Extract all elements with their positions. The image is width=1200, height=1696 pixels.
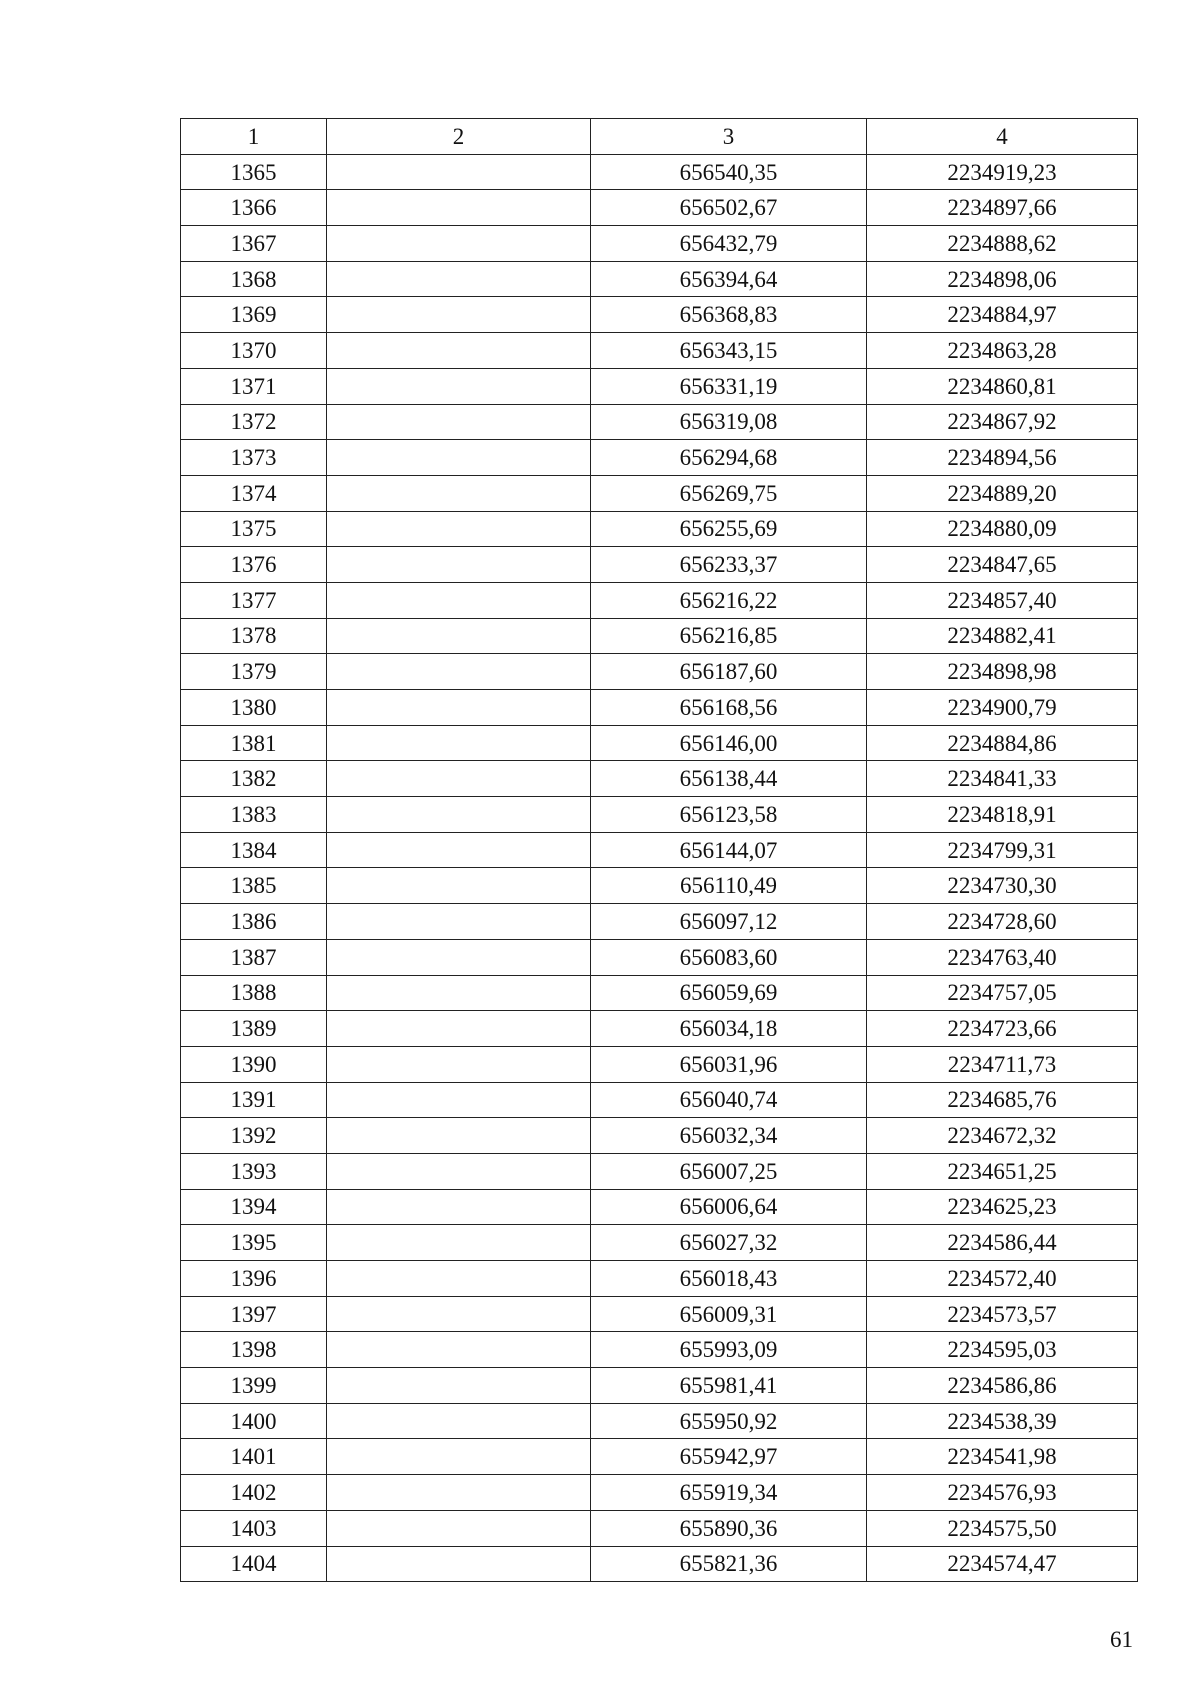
cell-x-coordinate: 655981,41 — [591, 1368, 867, 1404]
cell-column-2 — [327, 725, 591, 761]
cell-x-coordinate: 656018,43 — [591, 1261, 867, 1297]
cell-x-coordinate: 656027,32 — [591, 1225, 867, 1261]
cell-y-coordinate: 2234882,41 — [867, 618, 1138, 654]
cell-point-number: 1397 — [181, 1296, 327, 1332]
cell-point-number: 1372 — [181, 404, 327, 440]
cell-point-number: 1366 — [181, 190, 327, 226]
table-row — [181, 1189, 1138, 1225]
cell-y-coordinate: 2234586,44 — [867, 1225, 1138, 1261]
cell-y-coordinate: 2234651,25 — [867, 1153, 1138, 1189]
cell-x-coordinate: 655950,92 — [591, 1403, 867, 1439]
cell-column-2 — [327, 690, 591, 726]
cell-x-coordinate: 656034,18 — [591, 1011, 867, 1047]
cell-point-number: 1380 — [181, 690, 327, 726]
cell-y-coordinate: 2234672,32 — [867, 1118, 1138, 1154]
cell-column-2 — [327, 404, 591, 440]
cell-y-coordinate: 2234757,05 — [867, 975, 1138, 1011]
table-row — [181, 690, 1138, 726]
cell-y-coordinate: 2234572,40 — [867, 1261, 1138, 1297]
cell-column-2 — [327, 654, 591, 690]
cell-y-coordinate: 2234898,06 — [867, 261, 1138, 297]
table-row — [181, 154, 1138, 190]
cell-point-number: 1387 — [181, 939, 327, 975]
table-row — [181, 297, 1138, 333]
cell-y-coordinate: 2234723,66 — [867, 1011, 1138, 1047]
table-row — [181, 1546, 1138, 1582]
table-row — [181, 618, 1138, 654]
table-row — [181, 1046, 1138, 1082]
cell-column-2 — [327, 154, 591, 190]
cell-column-2 — [327, 368, 591, 404]
table-row — [181, 832, 1138, 868]
cell-y-coordinate: 2234900,79 — [867, 690, 1138, 726]
cell-point-number: 1376 — [181, 547, 327, 583]
cell-x-coordinate: 656233,37 — [591, 547, 867, 583]
table-row — [181, 404, 1138, 440]
cell-x-coordinate: 656083,60 — [591, 939, 867, 975]
table-row — [181, 190, 1138, 226]
cell-point-number: 1377 — [181, 582, 327, 618]
cell-y-coordinate: 2234860,81 — [867, 368, 1138, 404]
cell-x-coordinate: 656040,74 — [591, 1082, 867, 1118]
cell-x-coordinate: 656432,79 — [591, 226, 867, 262]
cell-x-coordinate: 656168,56 — [591, 690, 867, 726]
cell-point-number: 1381 — [181, 725, 327, 761]
cell-column-2 — [327, 261, 591, 297]
table-body — [181, 154, 1138, 1582]
table-row — [181, 761, 1138, 797]
cell-column-2 — [327, 904, 591, 940]
cell-point-number: 1388 — [181, 975, 327, 1011]
column-header-point-number: 1 — [181, 119, 327, 155]
cell-x-coordinate: 656269,75 — [591, 475, 867, 511]
table-header-row — [181, 119, 1138, 155]
table-row — [181, 939, 1138, 975]
cell-point-number: 1391 — [181, 1082, 327, 1118]
cell-y-coordinate: 2234897,66 — [867, 190, 1138, 226]
cell-point-number: 1365 — [181, 154, 327, 190]
cell-point-number: 1373 — [181, 440, 327, 476]
table-row — [181, 1118, 1138, 1154]
cell-point-number: 1383 — [181, 797, 327, 833]
cell-x-coordinate: 656031,96 — [591, 1046, 867, 1082]
table-row — [181, 1332, 1138, 1368]
cell-point-number: 1396 — [181, 1261, 327, 1297]
table-row — [181, 1510, 1138, 1546]
cell-y-coordinate: 2234857,40 — [867, 582, 1138, 618]
cell-column-2 — [327, 226, 591, 262]
cell-y-coordinate: 2234898,98 — [867, 654, 1138, 690]
cell-y-coordinate: 2234818,91 — [867, 797, 1138, 833]
cell-x-coordinate: 656502,67 — [591, 190, 867, 226]
column-header-x-coordinate: 3 — [591, 119, 867, 155]
cell-column-2 — [327, 1261, 591, 1297]
cell-x-coordinate: 656368,83 — [591, 297, 867, 333]
cell-point-number: 1395 — [181, 1225, 327, 1261]
cell-point-number: 1394 — [181, 1189, 327, 1225]
table-row — [181, 975, 1138, 1011]
table-row — [181, 261, 1138, 297]
cell-x-coordinate: 655890,36 — [591, 1510, 867, 1546]
table-row — [181, 1153, 1138, 1189]
cell-y-coordinate: 2234574,47 — [867, 1546, 1138, 1582]
table-row — [181, 904, 1138, 940]
cell-point-number: 1369 — [181, 297, 327, 333]
cell-y-coordinate: 2234841,33 — [867, 761, 1138, 797]
cell-point-number: 1390 — [181, 1046, 327, 1082]
cell-y-coordinate: 2234538,39 — [867, 1403, 1138, 1439]
table-row — [181, 440, 1138, 476]
cell-x-coordinate: 656138,44 — [591, 761, 867, 797]
table-row — [181, 725, 1138, 761]
cell-column-2 — [327, 1046, 591, 1082]
cell-column-2 — [327, 1296, 591, 1332]
cell-column-2 — [327, 868, 591, 904]
cell-x-coordinate: 656187,60 — [591, 654, 867, 690]
cell-y-coordinate: 2234894,56 — [867, 440, 1138, 476]
cell-column-2 — [327, 333, 591, 369]
cell-column-2 — [327, 1475, 591, 1511]
cell-y-coordinate: 2234625,23 — [867, 1189, 1138, 1225]
cell-point-number: 1392 — [181, 1118, 327, 1154]
cell-x-coordinate: 655993,09 — [591, 1332, 867, 1368]
cell-x-coordinate: 655942,97 — [591, 1439, 867, 1475]
table-row — [181, 1011, 1138, 1047]
cell-y-coordinate: 2234763,40 — [867, 939, 1138, 975]
cell-column-2 — [327, 1225, 591, 1261]
cell-x-coordinate: 656319,08 — [591, 404, 867, 440]
cell-y-coordinate: 2234919,23 — [867, 154, 1138, 190]
table-row — [181, 226, 1138, 262]
cell-y-coordinate: 2234576,93 — [867, 1475, 1138, 1511]
cell-column-2 — [327, 1189, 591, 1225]
cell-column-2 — [327, 618, 591, 654]
table-row — [181, 1475, 1138, 1511]
cell-y-coordinate: 2234586,86 — [867, 1368, 1138, 1404]
cell-y-coordinate: 2234889,20 — [867, 475, 1138, 511]
cell-column-2 — [327, 1082, 591, 1118]
cell-point-number: 1399 — [181, 1368, 327, 1404]
cell-y-coordinate: 2234595,03 — [867, 1332, 1138, 1368]
table-row — [181, 1403, 1138, 1439]
cell-x-coordinate: 656255,69 — [591, 511, 867, 547]
cell-y-coordinate: 2234728,60 — [867, 904, 1138, 940]
cell-point-number: 1398 — [181, 1332, 327, 1368]
cell-x-coordinate: 656032,34 — [591, 1118, 867, 1154]
cell-y-coordinate: 2234573,57 — [867, 1296, 1138, 1332]
cell-point-number: 1382 — [181, 761, 327, 797]
cell-column-2 — [327, 939, 591, 975]
cell-y-coordinate: 2234884,86 — [867, 725, 1138, 761]
cell-point-number: 1401 — [181, 1439, 327, 1475]
cell-column-2 — [327, 475, 591, 511]
table-row — [181, 1296, 1138, 1332]
cell-x-coordinate: 656394,64 — [591, 261, 867, 297]
cell-column-2 — [327, 1368, 591, 1404]
cell-point-number: 1375 — [181, 511, 327, 547]
cell-x-coordinate: 656123,58 — [591, 797, 867, 833]
cell-y-coordinate: 2234541,98 — [867, 1439, 1138, 1475]
cell-point-number: 1400 — [181, 1403, 327, 1439]
table-row — [181, 1439, 1138, 1475]
column-header-2: 2 — [327, 119, 591, 155]
cell-point-number: 1370 — [181, 333, 327, 369]
cell-x-coordinate: 656110,49 — [591, 868, 867, 904]
cell-x-coordinate: 656343,15 — [591, 333, 867, 369]
cell-point-number: 1403 — [181, 1510, 327, 1546]
cell-column-2 — [327, 297, 591, 333]
table-row — [181, 1082, 1138, 1118]
cell-point-number: 1386 — [181, 904, 327, 940]
cell-x-coordinate: 656216,85 — [591, 618, 867, 654]
cell-y-coordinate: 2234685,76 — [867, 1082, 1138, 1118]
column-header-y-coordinate: 4 — [867, 119, 1138, 155]
cell-point-number: 1402 — [181, 1475, 327, 1511]
table-row — [181, 797, 1138, 833]
table-row — [181, 511, 1138, 547]
cell-point-number: 1389 — [181, 1011, 327, 1047]
cell-x-coordinate: 655919,34 — [591, 1475, 867, 1511]
cell-point-number: 1371 — [181, 368, 327, 404]
table-row — [181, 1368, 1138, 1404]
cell-column-2 — [327, 832, 591, 868]
table-row — [181, 1261, 1138, 1297]
cell-x-coordinate: 656216,22 — [591, 582, 867, 618]
cell-y-coordinate: 2234888,62 — [867, 226, 1138, 262]
cell-x-coordinate: 656331,19 — [591, 368, 867, 404]
cell-x-coordinate: 655821,36 — [591, 1546, 867, 1582]
cell-y-coordinate: 2234799,31 — [867, 832, 1138, 868]
cell-y-coordinate: 2234867,92 — [867, 404, 1138, 440]
cell-column-2 — [327, 1510, 591, 1546]
cell-column-2 — [327, 975, 591, 1011]
table-row — [181, 1225, 1138, 1261]
cell-column-2 — [327, 797, 591, 833]
table-row — [181, 868, 1138, 904]
cell-point-number: 1404 — [181, 1546, 327, 1582]
cell-x-coordinate: 656006,64 — [591, 1189, 867, 1225]
cell-point-number: 1367 — [181, 226, 327, 262]
cell-x-coordinate: 656294,68 — [591, 440, 867, 476]
cell-x-coordinate: 656144,07 — [591, 832, 867, 868]
cell-x-coordinate: 656540,35 — [591, 154, 867, 190]
table-row — [181, 582, 1138, 618]
cell-x-coordinate: 656097,12 — [591, 904, 867, 940]
cell-column-2 — [327, 190, 591, 226]
cell-column-2 — [327, 547, 591, 583]
cell-x-coordinate: 656007,25 — [591, 1153, 867, 1189]
cell-point-number: 1379 — [181, 654, 327, 690]
cell-point-number: 1368 — [181, 261, 327, 297]
page-number: 61 — [1110, 1627, 1133, 1652]
cell-column-2 — [327, 440, 591, 476]
cell-column-2 — [327, 1546, 591, 1582]
cell-y-coordinate: 2234730,30 — [867, 868, 1138, 904]
cell-x-coordinate: 656009,31 — [591, 1296, 867, 1332]
cell-y-coordinate: 2234575,50 — [867, 1510, 1138, 1546]
table-row — [181, 333, 1138, 369]
cell-column-2 — [327, 1011, 591, 1047]
table-row — [181, 368, 1138, 404]
cell-x-coordinate: 656059,69 — [591, 975, 867, 1011]
table-row — [181, 547, 1138, 583]
cell-column-2 — [327, 1332, 591, 1368]
cell-column-2 — [327, 1153, 591, 1189]
cell-y-coordinate: 2234880,09 — [867, 511, 1138, 547]
cell-x-coordinate: 656146,00 — [591, 725, 867, 761]
table-row — [181, 654, 1138, 690]
cell-column-2 — [327, 582, 591, 618]
cell-point-number: 1374 — [181, 475, 327, 511]
cell-column-2 — [327, 1439, 591, 1475]
cell-y-coordinate: 2234884,97 — [867, 297, 1138, 333]
cell-y-coordinate: 2234847,65 — [867, 547, 1138, 583]
cell-column-2 — [327, 1118, 591, 1154]
cell-point-number: 1385 — [181, 868, 327, 904]
cell-point-number: 1378 — [181, 618, 327, 654]
cell-point-number: 1384 — [181, 832, 327, 868]
cell-column-2 — [327, 511, 591, 547]
cell-column-2 — [327, 1403, 591, 1439]
coordinates-table — [180, 118, 1138, 1582]
cell-y-coordinate: 2234863,28 — [867, 333, 1138, 369]
table-row — [181, 475, 1138, 511]
cell-point-number: 1393 — [181, 1153, 327, 1189]
cell-column-2 — [327, 761, 591, 797]
cell-y-coordinate: 2234711,73 — [867, 1046, 1138, 1082]
